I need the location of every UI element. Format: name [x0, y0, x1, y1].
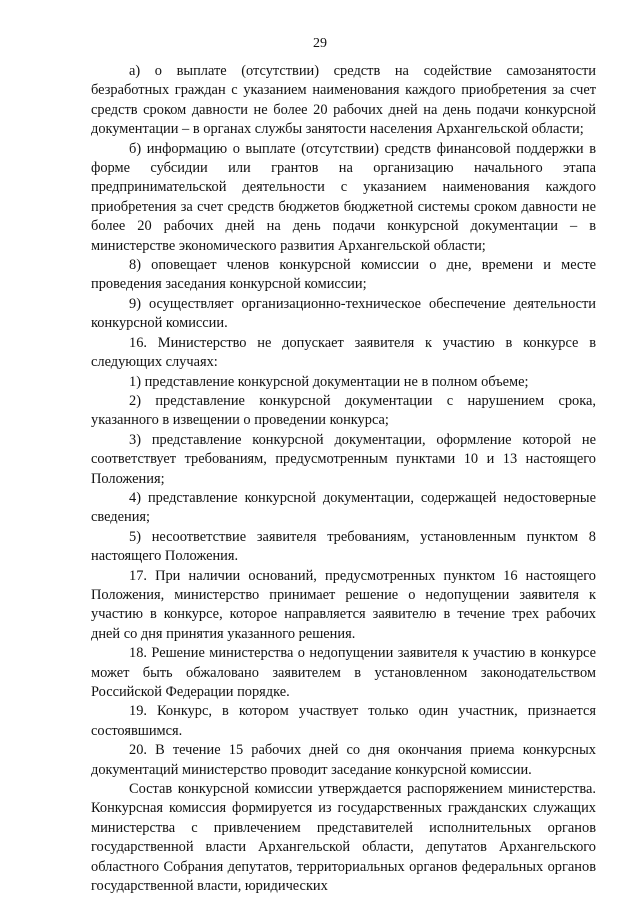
page-number: 29	[313, 36, 327, 51]
paragraph-commission-composition: Состав конкурсной комиссии утверждается распоряжением министерства. Конкурсная комиссия формируется из государственных гражданских служащих министерства с привлечением представителей исполнительных органов государственной власти Архангельской области, депутатов Архангельского областного Собрания депутатов, территориальных органов федеральных органов государственной власти, юридических	[91, 781, 596, 895]
paragraph-section-18: 18. Решение министерства о недопущении заявителя к участию в конкурсе может быть обжаловано заявителем в установленном законодательством Российской Федерации порядке.	[91, 645, 596, 700]
paragraph-section-20: 20. В течение 15 рабочих дней со дня окончания приема конкурсных документаций министерство проводит заседание конкурсной комиссии.	[91, 742, 596, 778]
paragraph-section-19: 19. Конкурс, в котором участвует только один участник, признается состоявшимся.	[91, 703, 596, 739]
paragraph-section-17: 17. При наличии оснований, предусмотренных пунктом 16 настоящего Положения, министерство принимает решение о недопущении заявителя к участию в конкурсе, которое направляется заявителю в течение трех рабочих дней со дня принятия указанного решения.	[91, 567, 596, 642]
paragraph-case-3: 3) представление конкурсной документации, оформление которой не соответствует требованиям, предусмотренным пунктами 10 и 13 настоящего Положения;	[91, 431, 596, 487]
paragraph-case-1: 1) представление конкурсной документации не в полном объеме;	[129, 373, 529, 390]
paragraph-item-8: 8) оповещает членов конкурсной комиссии о дне, времени и месте проведения заседания конкурсной комиссии;	[91, 257, 596, 293]
paragraph-case-4: 4) представление конкурсной документации, содержащей недостоверные сведения;	[91, 489, 596, 526]
paragraph-subitem-a: а) о выплате (отсутствии) средств на содействие самозанятости безработных граждан с указанием наименования каждого приобретения за счет средств сроком давности не более 20 рабочих дней на день подачи конкурсной документации – в органах службы занятости населения Архангельской области;	[91, 63, 596, 138]
paragraph-section-16: 16. Министерство не допускает заявителя к участию в конкурсе в следующих случаях:	[91, 334, 596, 371]
paragraph-item-9: 9) осуществляет организационно-техническое обеспечение деятельности конкурсной комиссии.	[91, 295, 596, 332]
paragraph-subitem-b: б) информацию о выплате (отсутствии) средств финансовой поддержки в форме субсидии или грантов на организацию начального этапа предпринимательской деятельности с указанием наименования каждого приобретения за счет средств бюджетов бюджетной системы сроком давности не более 20 рабочих дней на день подачи конкурсной документации – в министерстве экономического развития Архангельской области;	[91, 140, 596, 254]
paragraph-case-5: 5) несоответствие заявителя требованиям, установленным пунктом 8 настоящего Положения.	[91, 528, 596, 565]
document-body	[91, 62, 596, 896]
paragraph-case-2: 2) представление конкурсной документации с нарушением срока, указанного в извещении о проведении конкурса;	[91, 392, 596, 429]
